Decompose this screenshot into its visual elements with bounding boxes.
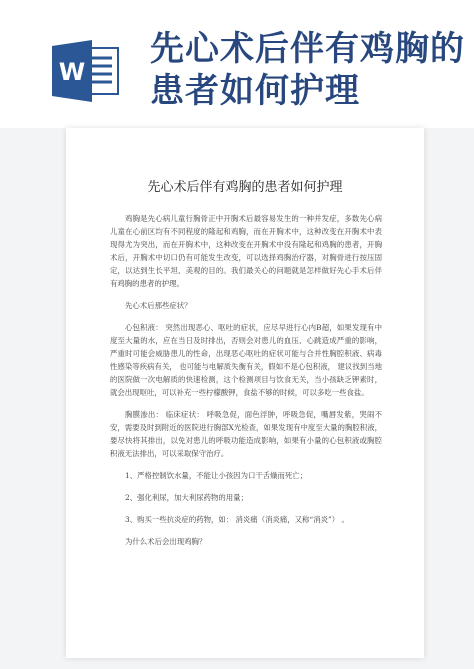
banner-title: 先心术后伴有鸡胸的患者如何护理 — [150, 29, 465, 111]
document-title: 先心术后伴有鸡胸的患者如何护理 — [147, 180, 343, 195]
paragraph-intro: 鸡胸是先心病儿童行胸骨正中开胸术后最容易发生的一种并发症，多数先心病儿童在心前区均有不同程度的隆起和鸡胸，而在开胸术中，这种改变在开胸术中表现得尤为突出，而在开胸术中，这种改变在开胸术中没有隆起和鸡胸的患者，开胸术后，开胸术中切口仍有可能发生改变，可以选择鸡胸治疗器，对胸骨进行按压固定，以达到生长平坦、美观的目的。我们最关心的问题就是怎样做好先心手术后伴有鸡胸的患者的护理。 — [110, 214, 382, 288]
document-body — [110, 212, 382, 557]
paragraph-question: 为什么术后会出现鸡胸？ — [125, 537, 207, 546]
paragraph-pericardial-effusion: 心包积液： 突然出现恶心、呕吐的症状，应尽早进行心内B超，如果发现有中度至大量的水，应在当日及时排出，否则会对患儿的血压、心跳造成严重的影响，严重时可能会威胁患儿的性命，出现恶心呕吐的症状可能与合并性胸腔积液、病毒性感染等疾病有关， 也可能与电解质失衡有关，假如不是心包积液， 建议找到当地的医院做一次电解质的快速检测，这个检测项目与饮食无关，当小孩缺乏钾素时，就会出现呕吐，可以补充一些柠檬酸钾，食盐不够的时候，可以多吃一些食盐。 — [110, 323, 382, 397]
list-item-1: 1、严格控制饮水量，不能让小孩因为口干舌燥而死亡； — [125, 471, 308, 480]
list-item-2: 2、强化利尿，加大利尿药物的用量； — [125, 493, 248, 502]
paragraph-pleural-effusion: 胸膜渗出： 临床症状： 呼吸急促，面色浮肿，呼吸急促，嘴唇发紫，哭闹不安，需要及时到附近的医院进行胸部X光检查，如果发现有中度至大量的胸腔积液， 要尽快将其排出，以免对患儿的呼吸功能造成影响，如果有小量的心包积液或胸腔积液无法排出，可以采取保守治疗。 — [110, 410, 382, 458]
paragraph-heading-symptoms: 先心术后那些症状？ — [125, 301, 192, 310]
word-logo-letter: W — [58, 58, 86, 86]
banner — [0, 0, 474, 128]
document-page — [66, 128, 424, 658]
list-item-3: 3、购买一些抗炎症的药物，如： 消炎痛（消炎痛，又称“消炎”） 。 — [125, 515, 349, 524]
word-icon — [52, 40, 120, 102]
